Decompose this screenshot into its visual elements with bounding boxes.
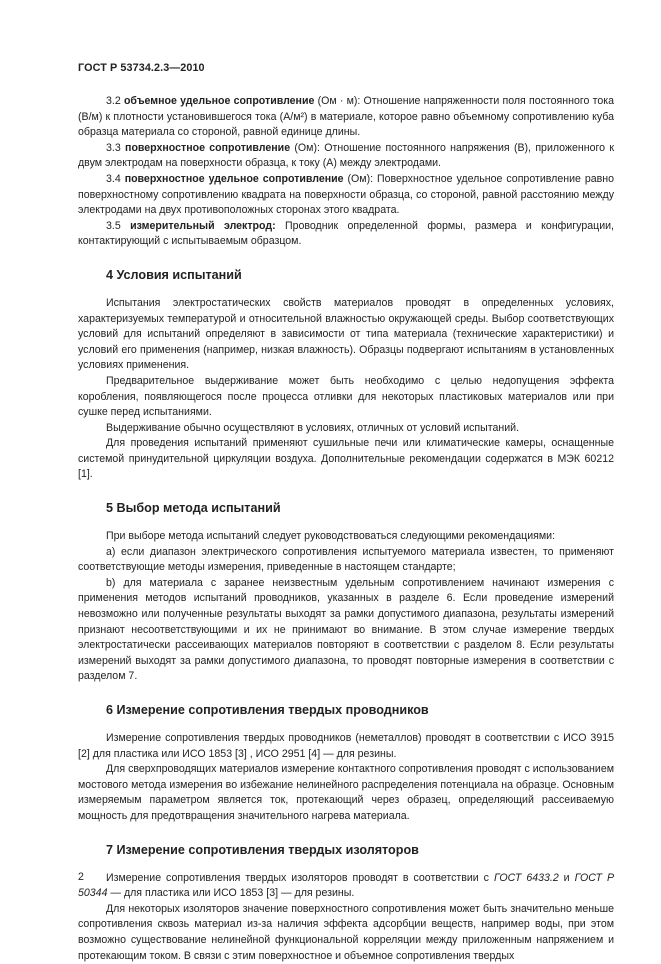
section-7-paragraph: Измерение сопротивления твердых изоляторов проводят в соответствии с ГОСТ 6433.2 и ГОСТ Р 50344 — для пластика или ИСО 1853 [3] — для резины. [78,871,615,900]
term: поверхностное сопротивление [125,141,291,154]
section-6-paragraph: Измерение сопротивления твердых проводников (неметаллов) проводят в соответствии с ИСО 3915 [2] для пластика или ИСО 1853 [3] , ИСО 2951 [4] — для резины. [78,732,614,760]
section-4-paragraph: Испытания электростатических свойств материалов проводят в определенных условиях, характеризуемых температурой и относительной влажностью окружающей среды. Выбор соответствующих условий для испытаний определяют в зависимости от типа материала (технические характеристики) и условий его применения (например, низкая влажность). Образцы подвергают испытаниям в установленных условиях применения. [78,296,614,372]
definition-3-5: 3.5 измерительный электрод: Проводник определенной формы, размера и конфигурации, контактирующий с испытываемым образцом. [78,219,614,248]
section-6-paragraph: Для сверхпроводящих материалов измерение контактного сопротивления проводят с использованием мостового метода измерения во избежание нелинейного распределения потенциала на образце. Основным измеряемым параметром является ток, протекающий через образец, определяющий рассеиваемую мощность для предотвращения значительного нагрева материала. [78,763,614,822]
section-5-list-item-a: а) если диапазон электрического сопротивления испытуемого материала известен, то применяют соответствующие методы измерения, приведенные в настоящем стандарте; [78,545,614,574]
term: измерительный электрод: [130,219,276,232]
section-5-list-item-b: b) для материала с заранее неизвестным удельным сопротивлением начинают измерения с применения методов испытаний проводников, указанных в разделе 6. Если проведение измерений невозможно или полученные результаты выходят за рамки допустимого диапазона, результаты измерений признают несоответствующими и их не принимают во внимание. В этом случае измерение твердых электростатически рассеивающих материалов повторяют в соответствии с разделом 8. Если результаты измерений выходят за рамки допустимого диапазона, то проводят повторные измерения в соответствии с разделом 7. [78,576,614,683]
standard-reference: ГОСТ Р 50344 [78,871,615,900]
section-4-heading: 4 Условия испытаний [106,267,242,282]
definition-3-4: 3.4 поверхностное удельное сопротивление (Ом): Поверхностное удельное сопротивление равно поверхностному сопротивлению квадрата на поверхности образца, со стороной, равной расстоянию между электродами на двух противоположных сторонах этого квадрата. [78,172,614,217]
section-4-paragraph: Выдерживание обычно осуществляют в условиях, отличных от условий испытаний. [106,421,520,434]
definition-3-3: 3.3 поверхностное сопротивление (Ом): Отношение постоянного напряжения (В), приложенного к двум электродам на поверхности образца, к току (А) между электродами. [78,141,614,170]
section-7-paragraph: Для некоторых изоляторов значение поверхностного сопротивления может быть значительно меньше сопротивления сквозь материал из-за наличия эффекта адсорбции веществ, например воды, при этом возможно существование нелинейной функциональной корреляции между приложенным напряжением и протекающим током. В связи с этим поверхностное и объемное сопротивления твердых [78,902,614,962]
standard-reference: ГОСТ 6433.2 [493,871,559,884]
term: объемное удельное сопротивление [123,95,315,107]
section-6-heading: 6 Измерение сопротивления твердых проводников [106,703,429,717]
definition-3-2: 3.2 объемное удельное сопротивление (Ом · м): Отношение напряженности поля постоянного тока (В/м) к плотности установившегося тока (А/м²) в материале, которое равно объемному сопротивлению куба образца материала со стороной, равной единице длины. [78,95,614,139]
section-4-paragraph: Для проведения испытаний применяют сушильные печи или климатические камеры, оснащенные системой принудительной циркуляции воздуха. Дополнительные рекомендации содержатся в МЭК 60212 [1]. [78,437,614,481]
section-5-heading: 5 Выбор метода испытаний [106,501,281,516]
section-7-heading: 7 Измерение сопротивления твердых изоляторов [106,842,419,857]
section-4-paragraph: Предварительное выдерживание может быть необходимо с целью недопущения эффекта коробления, появляющегося после процесса отливки для некоторых пластиковых материалов или при сушке перед испытаниями. [78,374,614,419]
term: поверхностное удельное сопротивление [124,172,344,185]
document-header: ГОСТ Р 53734.2.3—2010 [78,62,205,74]
section-5-paragraph: При выборе метода испытаний следует руководствоваться следующими рекомендациями: [106,530,556,543]
page-content [78,94,614,964]
page-number: 2 [78,871,84,883]
